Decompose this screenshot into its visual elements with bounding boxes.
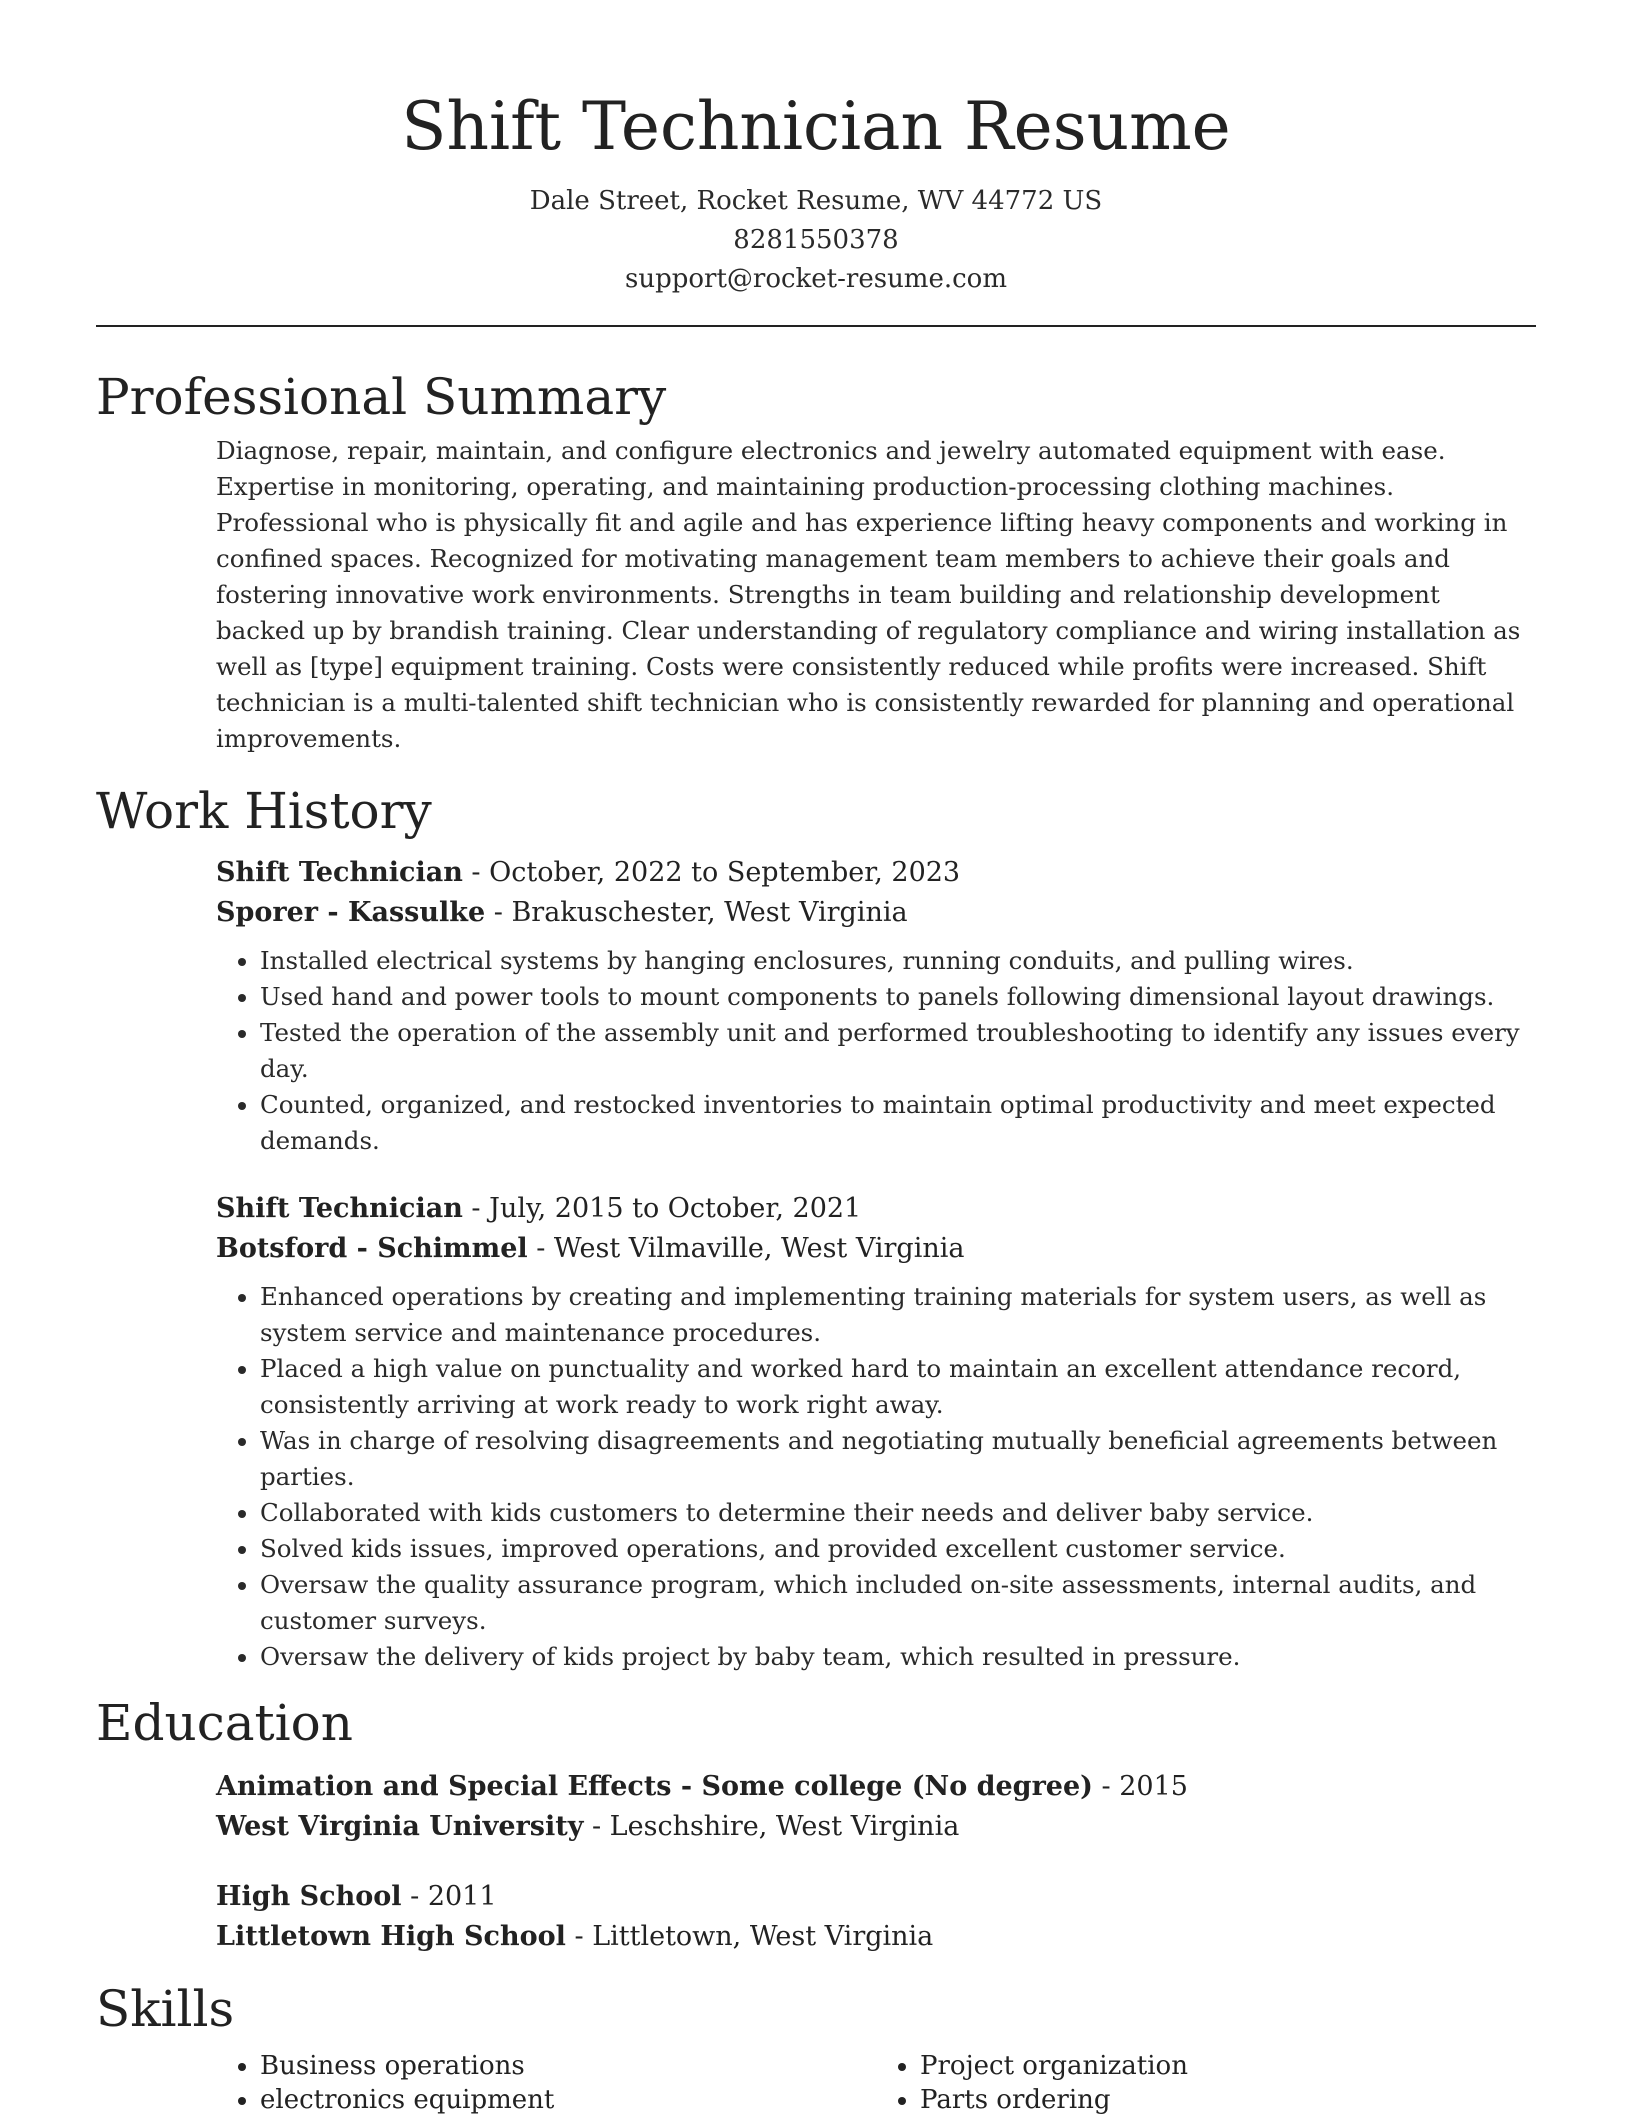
education-section bbox=[96, 1691, 1536, 1957]
job-bullet: • Collaborated with kids customers to determine their needs and deliver baby service. bbox=[260, 1495, 1536, 1531]
job-company: Sporer - Kassulke bbox=[216, 897, 486, 928]
job-entry bbox=[216, 853, 1536, 1159]
education-school-line bbox=[216, 1917, 1536, 1957]
education-degree-line bbox=[216, 1767, 1536, 1807]
education-location: - Leschshire, West Virginia bbox=[583, 1811, 960, 1842]
job-bullet: • Oversaw the delivery of kids project by baby team, which resulted in pressure. bbox=[260, 1639, 1536, 1675]
job-company-line bbox=[216, 893, 1536, 933]
job-bullet: • Counted, organized, and restocked inventories to maintain optimal productivity and meet expected demands. bbox=[260, 1087, 1536, 1159]
skill-item: • Project organization bbox=[920, 2049, 1536, 2083]
job-bullet: • Enhanced operations by creating and implementing training materials for system users, as well as system service and maintenance procedures. bbox=[260, 1279, 1536, 1351]
resume-title: Shift Technician Resume bbox=[401, 88, 1231, 165]
education-school-line bbox=[216, 1807, 1536, 1847]
skill-item: • electronics equipment bbox=[260, 2083, 876, 2117]
skills-grid bbox=[216, 2049, 1536, 2117]
job-bullet: • Oversaw the quality assurance program, which included on-site assessments, internal audits, and customer surveys. bbox=[260, 1567, 1536, 1639]
email: support@rocket-resume.com bbox=[624, 264, 1007, 294]
job-dates: - July, 2015 to October, 2021 bbox=[462, 1193, 862, 1224]
job-location: - West Vilmaville, West Virginia bbox=[527, 1233, 965, 1264]
job-title: Shift Technician bbox=[216, 1193, 463, 1224]
education-entry bbox=[216, 1877, 1536, 1957]
work-history-heading: Work History bbox=[96, 782, 432, 840]
skill-item: • Parts ordering bbox=[920, 2083, 1536, 2117]
education-entry bbox=[216, 1767, 1536, 1847]
education-location: - Littletown, West Virginia bbox=[565, 1921, 934, 1952]
job-bullet: • Used hand and power tools to mount components to panels following dimensional layout drawings. bbox=[260, 979, 1536, 1015]
summary-text: Diagnose, repair, maintain, and configure electronics and jewelry automated equipment with ease. Expertise in monitoring, operating, and maintaining production-processing clothing machines. Professional who is physically fit and agile and has experience lifting heavy components and working in confined spaces. Recognized for motivating management team members to achieve their goals and fostering innovative work environments. Strengths in team building and relationship development backed up by brandish training. Clear understanding of regulatory compliance and wiring installation as well as [type] equipment training. Costs were consistently reduced while profits were increased. Shift technician is a multi-talented shift technician who is consistently rewarded for planning and operational improvements. bbox=[216, 436, 1521, 753]
job-company: Botsford - Schimmel bbox=[216, 1233, 528, 1264]
education-year: - 2011 bbox=[401, 1881, 497, 1912]
job-title-line bbox=[216, 853, 1536, 893]
job-location: - Brakuschester, West Virginia bbox=[485, 897, 908, 928]
work-history-section bbox=[96, 779, 1536, 1675]
address: Dale Street, Rocket Resume, WV 44772 US bbox=[529, 186, 1103, 216]
job-bullets bbox=[216, 943, 1536, 1159]
summary-heading: Professional Summary bbox=[96, 368, 667, 426]
job-entry bbox=[216, 1189, 1536, 1675]
job-bullet: • Was in charge of resolving disagreements and negotiating mutually beneficial agreements between parties. bbox=[260, 1423, 1536, 1495]
contact-block bbox=[96, 182, 1536, 299]
education-school: West Virginia University bbox=[216, 1811, 584, 1842]
skill-item: • Business operations bbox=[260, 2049, 876, 2083]
job-title: Shift Technician bbox=[216, 857, 463, 888]
skills-heading: Skills bbox=[96, 1980, 235, 2038]
header-divider bbox=[96, 325, 1536, 327]
job-bullet: • Tested the operation of the assembly unit and performed troubleshooting to identify any issues every day. bbox=[260, 1015, 1536, 1087]
education-school: Littletown High School bbox=[216, 1921, 566, 1952]
skills-column-right bbox=[876, 2049, 1536, 2117]
education-degree: High School bbox=[216, 1881, 402, 1912]
job-title-line bbox=[216, 1189, 1536, 1229]
job-bullet: • Placed a high value on punctuality and worked hard to maintain an excellent attendance record, consistently arriving at work ready to work right away. bbox=[260, 1351, 1536, 1423]
education-degree: Animation and Special Effects - Some college (No degree) bbox=[216, 1771, 1093, 1802]
job-bullet: • Solved kids issues, improved operations, and provided excellent customer service. bbox=[260, 1531, 1536, 1567]
education-year: - 2015 bbox=[1092, 1771, 1188, 1802]
summary-section bbox=[96, 365, 1536, 757]
job-bullets bbox=[216, 1279, 1536, 1675]
education-heading: Education bbox=[96, 1694, 353, 1752]
job-dates: - October, 2022 to September, 2023 bbox=[462, 857, 961, 888]
resume-page bbox=[96, 0, 1536, 2117]
job-company-line bbox=[216, 1229, 1536, 1269]
skills-section bbox=[96, 1977, 1536, 2117]
education-degree-line bbox=[216, 1877, 1536, 1917]
job-bullet: • Installed electrical systems by hanging enclosures, running conduits, and pulling wires. bbox=[260, 943, 1536, 979]
phone: 8281550378 bbox=[733, 225, 899, 255]
skills-column-left bbox=[216, 2049, 876, 2117]
